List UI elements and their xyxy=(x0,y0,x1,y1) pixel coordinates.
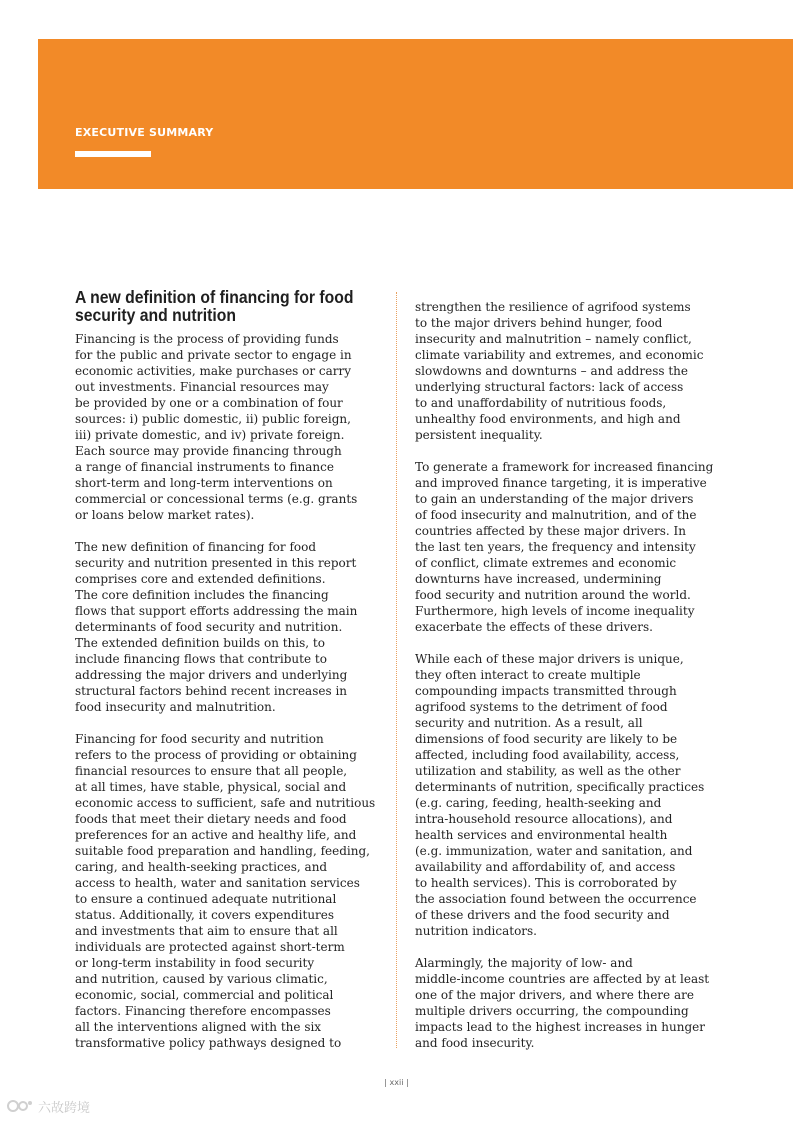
section-label: EXECUTIVE SUMMARY xyxy=(75,126,214,139)
right-column xyxy=(415,299,715,1051)
watermark-text: 六故跨境 xyxy=(38,1100,91,1116)
paragraph: The new definition of financing for food security and nutrition presented in this report comprises core and extended definitions. The core definition includes the financing flows that support efforts addressing the main determinants of food security and nutrition. The extended definition builds on this, to include financing flows that contribute to addressing the major drivers and underlying structural factors behind recent increases in food insecurity and malnutrition. xyxy=(75,540,358,714)
paragraph: While each of these major drivers is unique, they often interact to create multiple compounding impacts transmitted through agrifood systems to the detriment of food security and nutrition. As a result, all dimensions of food security are likely to be affected, including food availability, access, utilization and stability, as well as the other determinants of nutrition, specifically practices (e.g. caring, feeding, health-seeking and intra-household resource allocations), and health services and environmental health (e.g. immunization, water and sanitation, and availability and affordability of, and access to health services). This is corroborated by the association found between the occurrence of these drivers and the food security and nutrition indicators. xyxy=(415,652,705,938)
watermark-logo-icon xyxy=(6,1097,34,1115)
paragraph: strengthen the resilience of agrifood systems to the major drivers behind hunger, food insecurity and malnutrition – namely conflict, climate variability and extremes, and economic slowdowns and downturns – and address the underlying structural factors: lack of access to and unaffordability of nutritious foods, unhealthy food environments, and high and persistent inequality. xyxy=(415,300,704,442)
header-banner xyxy=(38,39,793,189)
paragraph: Alarmingly, the majority of low- and middle-income countries are affected by at least one of the major drivers, and where there are multiple drivers occurring, the compounding impacts lead to the highest increases in hunger and food insecurity. xyxy=(415,956,710,1050)
watermark xyxy=(6,1095,90,1117)
section-heading: A new definition of financing for food security and nutrition xyxy=(75,287,354,325)
page-number: | xxii | xyxy=(384,1078,409,1087)
column-divider xyxy=(396,292,397,1048)
left-column xyxy=(75,331,375,1051)
section-label-underline xyxy=(75,151,151,157)
paragraph: Financing for food security and nutrition refers to the process of providing or obtaining financial resources to ensure that all people, at all times, have stable, physical, social and economic access to sufficient, safe and nutritious foods that meet their dietary needs and food preferences for an active and healthy life, and suitable food preparation and handling, feeding, caring, and health-seeking practices, and access to health, water and sanitation services to ensure a continued adequate nutritional status. Additionally, it covers expenditures and investments that aim to ensure that all individuals are protected against short-term or long-term instability in food security and nutrition, caused by various climatic, economic, social, commercial and political factors. Financing therefore encompasses all the interventions aligned with the six transformative policy pathways designed to xyxy=(75,732,376,1050)
paragraph: Financing is the process of providing funds for the public and private sector to engage in economic activities, make purchases or carry out investments. Financial resources may be provided by one or a combination of four sources: i) public domestic, ii) public foreign, iii) private domestic, and iv) private foreign. Each source may provide financing through a range of financial instruments to finance short-term and long-term interventions on commercial or concessional terms (e.g. grants or loans below market rates). xyxy=(75,332,358,522)
paragraph: To generate a framework for increased financing and improved finance targeting, it is imperative to gain an understanding of the major drivers of food insecurity and malnutrition, and of the countries affected by these major drivers. In the last ten years, the frequency and intensity of conflict, climate extremes and economic downturns have increased, undermining food security and nutrition around the world. Furthermore, high levels of income inequality exacerbate the effects of these drivers. xyxy=(415,460,714,634)
